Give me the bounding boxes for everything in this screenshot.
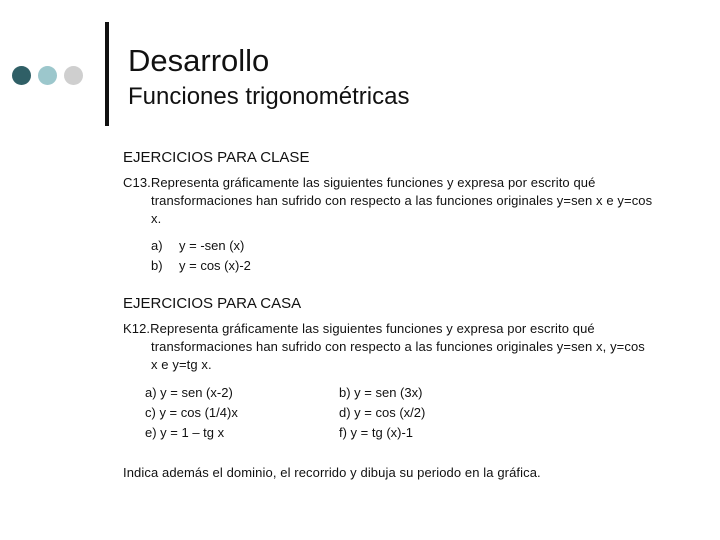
grid-item: c) y = cos (1/4)x	[145, 405, 238, 420]
clase-function-list	[151, 236, 653, 276]
dot-gray	[64, 66, 83, 85]
casa-heading: EJERCICIOS PARA CASA	[123, 295, 302, 312]
clase-exercise-text: C13.Representa gráficamente las siguientes funciones y expresa por escrito qué transformaciones han sufrido con respecto a las funciones originales y=sen x e y=cos x.	[123, 175, 653, 226]
grid-item: d) y = cos (x/2)	[339, 405, 426, 420]
vertical-divider	[105, 22, 109, 126]
item-label: a)	[151, 238, 163, 253]
slide-content	[123, 148, 653, 482]
casa-exercise-text: K12.Representa gráficamente las siguientes funciones y expresa por escrito qué transformaciones han sufrido con respecto a las funciones originales y=sen x, y=cos x e y=tg x.	[123, 321, 645, 372]
grid-item: a) y = sen (x-2)	[145, 385, 233, 400]
dot-dark-teal	[12, 66, 31, 85]
item-label: b)	[151, 258, 163, 273]
footer-instruction: Indica además el dominio, el recorrido y dibuja su periodo en la gráfica.	[123, 465, 541, 480]
dot-light-teal	[38, 66, 57, 85]
grid-item: f) y = tg (x)-1	[339, 425, 414, 440]
clase-heading: EJERCICIOS PARA CLASE	[123, 149, 310, 166]
decorative-dots	[12, 66, 83, 85]
grid-item: b) y = sen (3x)	[339, 385, 423, 400]
slide-title: Desarrollo	[128, 43, 270, 78]
item-expression: y = cos (x)-2	[179, 258, 251, 273]
list-item	[151, 236, 653, 256]
slide-subtitle: Funciones trigonométricas	[128, 83, 410, 110]
list-item	[151, 256, 653, 276]
grid-item: e) y = 1 – tg x	[145, 425, 225, 440]
item-expression: y = -sen (x)	[179, 238, 245, 253]
casa-function-grid	[145, 384, 653, 442]
